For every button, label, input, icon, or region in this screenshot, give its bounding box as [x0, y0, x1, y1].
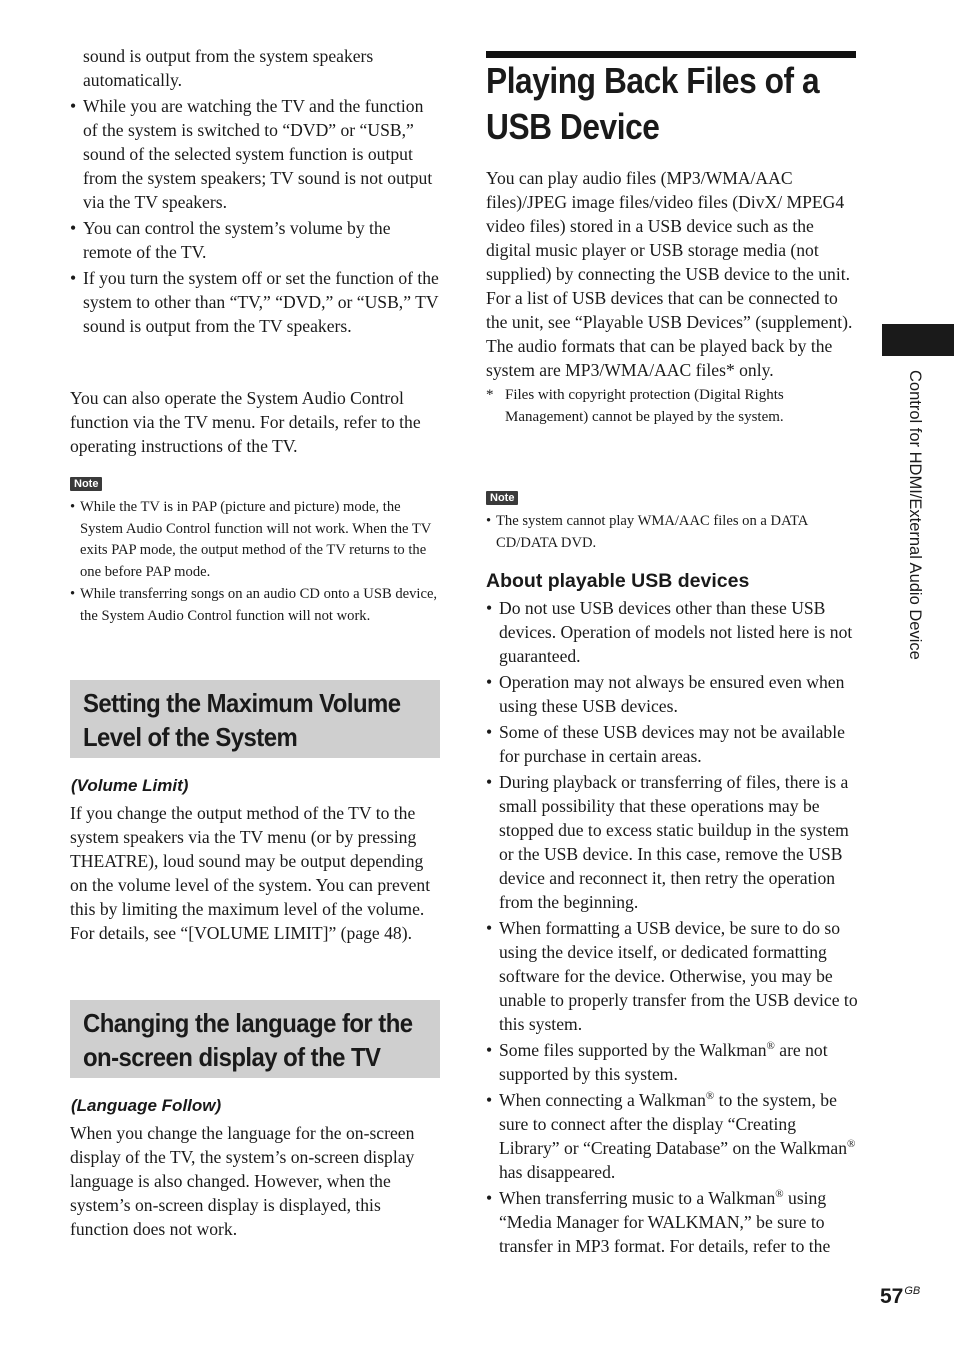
note-list [486, 511, 858, 554]
section-title: Level of the System [83, 722, 298, 752]
subheading: About playable USB devices [486, 570, 750, 592]
footnote-text: Files with copyright protection (Digital Rights Management) cannot be played by the system. [505, 387, 784, 425]
title-rule [486, 51, 856, 58]
footnote [486, 385, 858, 428]
section-body: When you change the language for the on-screen display of the TV, the system’s on-screen display language is also changed. However, when the system’s on-screen display is displayed, this function does not work. [70, 1123, 415, 1239]
note-item: • While the TV is in PAP (picture and picture) mode, the System Audio Control function will not work. When the TV exits PAP mode, the output method of the TV returns to the one before PAP mode. [70, 497, 442, 583]
side-section-label: Control for HDMI/External Audio Device [906, 370, 924, 660]
note-badge: Note [70, 477, 102, 491]
list-item: • Operation may not always be ensured even when using these USB devices. [486, 670, 858, 718]
intro-paragraph: The audio formats that can be played back by the system are MP3/WMA/AAC files* only. [486, 336, 833, 380]
section-title: Changing the language for the [83, 1008, 413, 1038]
section-tab-marker [882, 324, 954, 356]
note-item: • While transferring songs on an audio CD onto a USB device, the System Audio Control function will not work. [70, 584, 442, 627]
note-list [70, 497, 442, 628]
intro-paragraph: For a list of USB devices that can be connected to the unit, see “Playable USB Devices” (supplement). [486, 288, 853, 332]
list-item: • When connecting a Walkman® to the system, be sure to connect after the display “Creating Library” or “Creating Database” on the Walkman® has disappeared. [486, 1088, 858, 1184]
section-subtitle: (Language Follow) [71, 1096, 222, 1115]
section-header-volume [70, 680, 440, 758]
section-title: on-screen display of the TV [83, 1042, 381, 1072]
list-item: • During playback or transferring of files, there is a small possibility that these operations may be stopped due to excess static buildup in the system or the USB device. In this case, remove the USB device and reconnect it, then retry the operation from the beginning. [486, 770, 858, 914]
list-item: • When formatting a USB device, be sure to do so using the device itself, or dedicated formatting software for the device. Otherwise, you may be unable to properly transfer from the USB device to this system. [486, 916, 858, 1036]
note-item: • The system cannot play WMA/AAC files on a DATA CD/DATA DVD. [486, 511, 858, 554]
note-block-right [486, 488, 858, 555]
footnote-mark: * [486, 387, 494, 403]
list-item: • You can control the system’s volume by the remote of the TV. [70, 216, 440, 264]
page-number: $57^{GB}$ [880, 1285, 921, 1308]
list-item: • If you turn the system off or set the function of the system to other than “TV,” “DVD,” or “USB,” TV sound is output from the TV speakers. [70, 266, 440, 338]
left-bullet-list [70, 94, 440, 338]
note-block-left [70, 474, 442, 629]
section-subtitle: (Volume Limit) [71, 776, 189, 795]
list-item: • When transferring music to a Walkman® using “Media Manager for WALKMAN,” be sure to transfer in MP3 format. For details, refer to the [486, 1186, 858, 1258]
page-title: Playing Back Files of a USB Device [486, 60, 820, 147]
list-item: • Some of these USB devices may not be available for purchase in certain areas. [486, 720, 858, 768]
list-item: • Some files supported by the Walkman® are not supported by this system. [486, 1038, 858, 1086]
section-body: If you change the output method of the TV to the system speakers via the TV menu (or by pressing THEATRE), loud sound may be output depending on the volume level of the system. You can prevent this by limiting the maximum level of the volume. For details, see “[VOLUME LIMIT]” (page 48). [70, 803, 431, 943]
section-header-language [70, 1000, 440, 1078]
section-title: Setting the Maximum Volume [83, 688, 401, 718]
left-column [70, 44, 440, 340]
right-column [486, 166, 858, 428]
usb-bullet-list [486, 596, 858, 1260]
continued-text: sound is output from the system speakers automatically. [83, 46, 374, 90]
list-item: • While you are watching the TV and the function of the system is switched to “DVD” or “USB,” sound of the selected system function is output from the system speakers; TV sound is not output via the TV speakers. [70, 94, 440, 214]
system-audio-paragraph: You can also operate the System Audio Control function via the TV menu. For details, refer to the operating instructions of the TV. [70, 388, 421, 456]
intro-paragraph: You can play audio files (MP3/WMA/AAC files)/JPEG image files/video files (DivX/ MPEG4 video files) stored in a USB device such as the digital music player or USB storage media (not supplied) by connecting the USB device to the unit. [486, 168, 851, 284]
list-item: • Do not use USB devices other than these USB devices. Operation of models not listed here is not guaranteed. [486, 596, 858, 668]
note-badge: Note [486, 491, 518, 505]
